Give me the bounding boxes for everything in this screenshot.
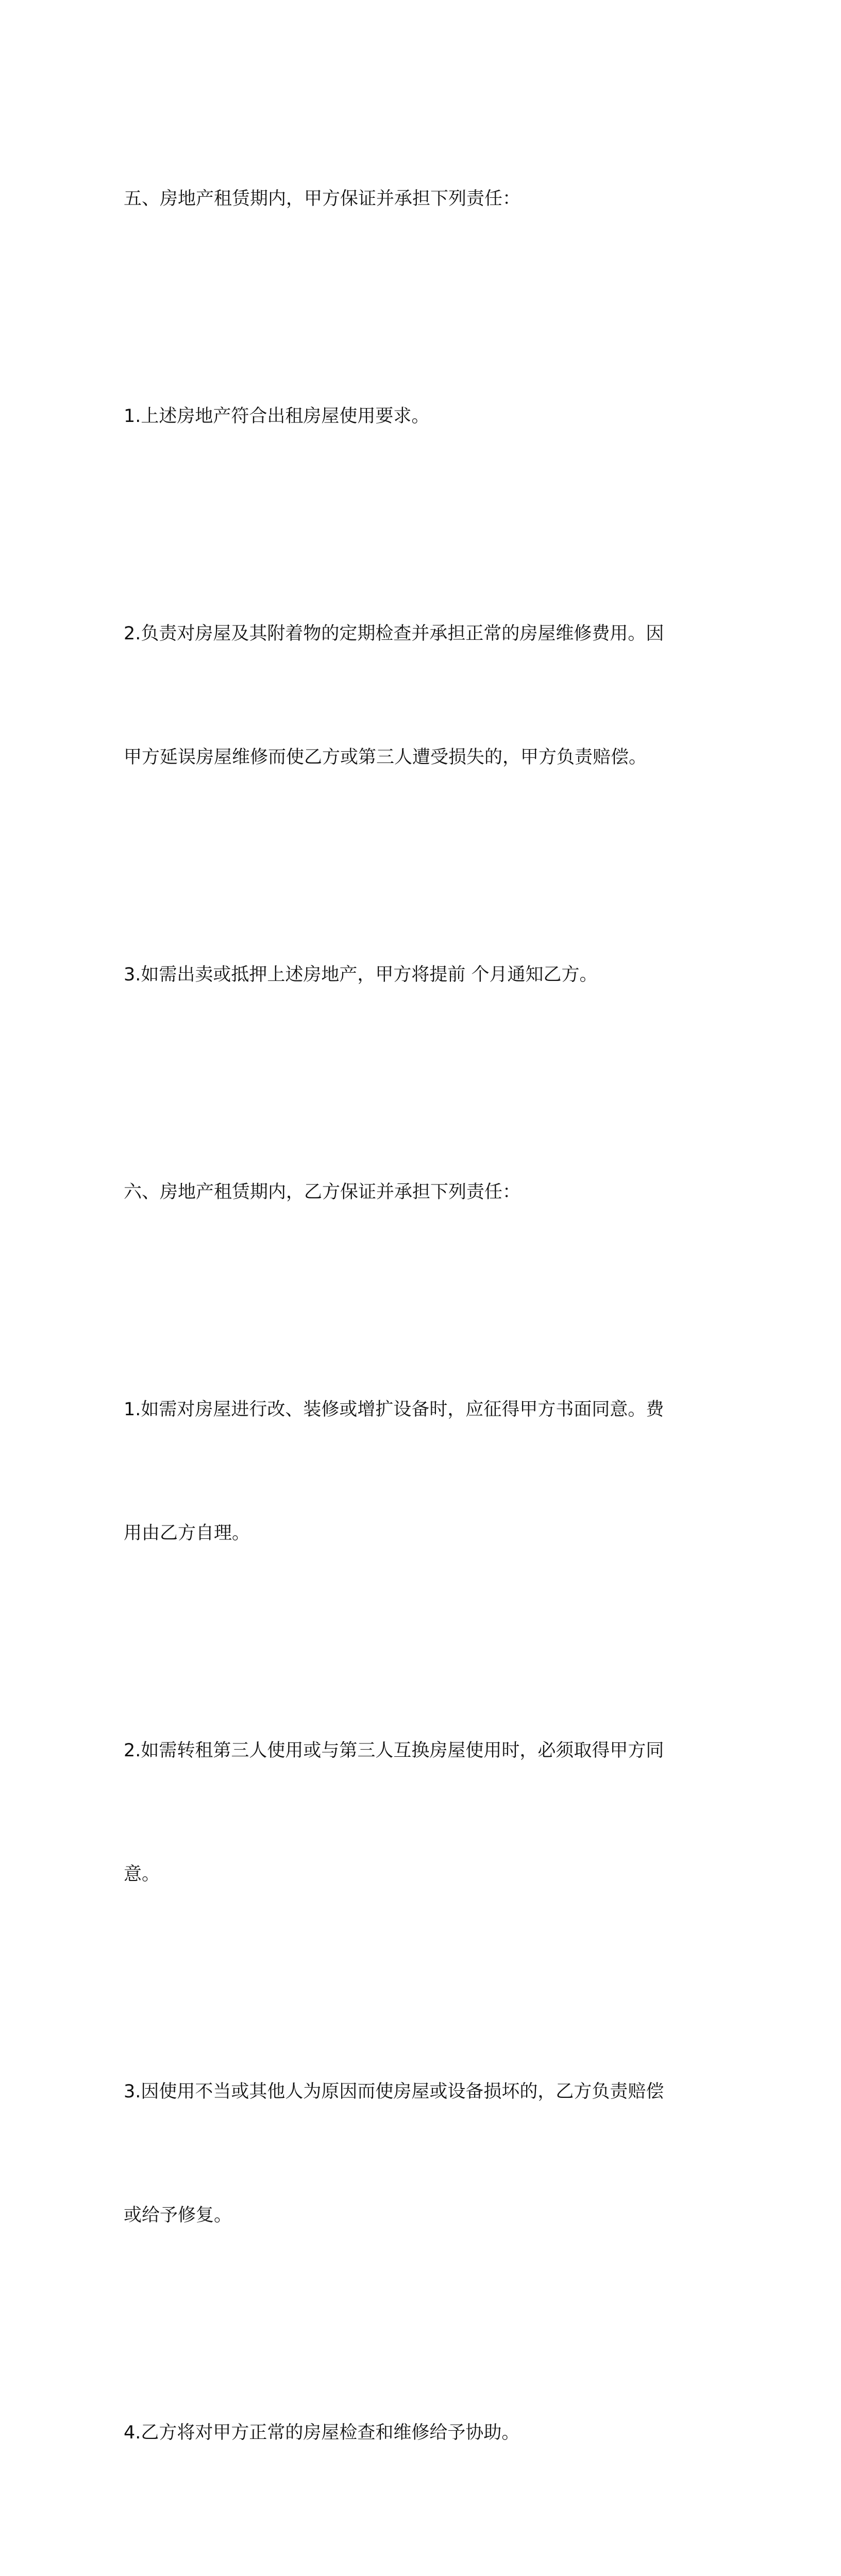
text-line: 3.因使用不当或其他人为原因而使房屋或设备损坏的，乙方负责赔偿: [124, 2081, 664, 2102]
text-line: 五、房地产租赁期内，甲方保证并承担下列责任：: [124, 189, 521, 209]
clause-6-heading: [124, 1089, 701, 1295]
clause-6-item-3: [124, 1989, 701, 2318]
text-line: 意。: [124, 1864, 160, 1885]
text-line: 2.如需转租第三人使用或与第三人互换房屋使用时，必须取得甲方同: [124, 1740, 664, 1761]
clause-5-item-1: [124, 313, 701, 519]
text-line: 甲方延误房屋维修而使乙方或第三人遭受损失的，甲方负责赔偿。: [124, 747, 647, 768]
text-line: 用由乙方自理。: [124, 1523, 250, 1544]
text-line: 4.乙方将对甲方正常的房屋检查和维修给予协助。: [124, 2422, 520, 2443]
text-line: 六、房地产租赁期内，乙方保证并承担下列责任：: [124, 1182, 521, 1202]
clause-6-item-1: [124, 1307, 701, 1636]
text-line: 1.如需对房屋进行改、装修或增扩设备时，应征得甲方书面同意。费: [124, 1399, 664, 1420]
clause-6-item-5: [124, 2547, 701, 2576]
text-line: 2.负责对房屋及其附着物的定期检查并承担正常的房屋维修费用。因: [124, 623, 664, 644]
text-line: 或给予修复。: [124, 2205, 232, 2226]
clause-5-item-3: [124, 872, 701, 1078]
text-line: 3.如需出卖或抵押上述房地产，甲方将提前 个月通知乙方。: [124, 964, 598, 985]
clause-5-item-2: [124, 531, 701, 860]
clause-6-item-4: [124, 2330, 701, 2536]
clause-6-item-2: [124, 1648, 701, 1977]
document-body: [124, 96, 701, 2576]
clause-5-heading: [124, 96, 701, 302]
text-line: 1.上述房地产符合出租房屋使用要求。: [124, 406, 430, 427]
